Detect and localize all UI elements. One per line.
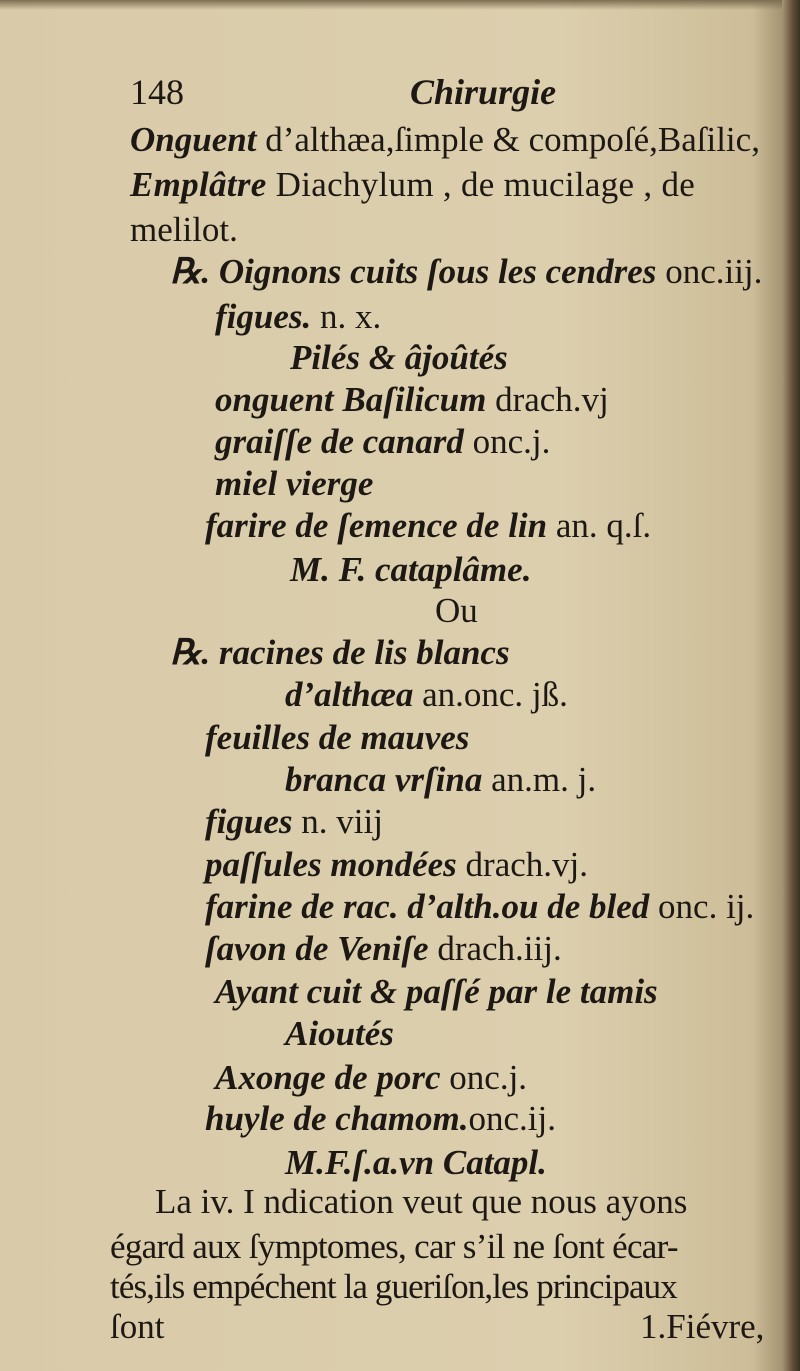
italic-text-run: Onguent [130,120,257,159]
italic-text-run: ſavon de Veniſe [205,929,429,968]
roman-text-run: Ou [435,591,478,630]
roman-text-run: onc.j. [463,422,551,461]
italic-text-run: branca vrſina [285,760,483,799]
text-line [285,1143,547,1183]
italic-text-run: Emplâtre [130,165,267,204]
roman-text-run: melilot. [130,210,238,249]
text-line [130,120,760,160]
roman-text-run: drach.vj. [456,845,588,884]
running-title: Chirurgie [410,72,557,112]
roman-text-run: onc.ij. [468,1099,556,1138]
text-line [130,165,695,205]
roman-text-run: onc. ij. [649,887,755,926]
text-line [215,380,609,420]
page-top-edge [0,0,800,10]
italic-text-run: figues. [215,297,312,336]
italic-text-run: Aioutés [285,1014,394,1053]
roman-text-run: Diachylum , de mucilage , de [266,165,696,204]
text-line [205,929,562,969]
text-line [110,1267,677,1307]
roman-text-run: an.m. j. [482,760,597,799]
text-line [205,506,651,546]
text-line [110,1227,678,1267]
roman-text-run: onc.iij. [656,252,763,291]
text-line [215,972,658,1012]
text-line [215,297,381,337]
italic-text-run: M. F. cataplâme. [290,550,532,589]
text-line [285,1014,394,1054]
text-line [205,887,754,927]
italic-text-run: M.F.ſ.a.vn Catapl. [285,1143,547,1182]
roman-text-run: an. q.ſ. [547,506,652,545]
text-line [155,1182,687,1222]
italic-text-run: paſſules mondées [205,845,457,884]
italic-text-run: d’althæa [285,675,414,714]
text-line [205,1099,556,1139]
roman-text-run: n. x. [311,297,382,336]
italic-text-run: onguent Baſilicum [215,380,487,419]
page-number: 148 [130,72,184,112]
roman-text-run: drach.vj [486,380,609,419]
text-line [285,760,596,800]
roman-text-run: an.onc. jß. [413,675,568,714]
text-line [205,802,383,842]
roman-text-run: ſont [110,1307,165,1346]
text-line [215,422,550,462]
catchword: 1.Fiévre, [640,1307,765,1346]
text-line [130,210,238,250]
text-line [290,550,531,590]
text-line [170,633,510,673]
roman-text-run: d’althæa,ſimple & compoſé,Baſilic, [256,120,760,159]
roman-text-run: tés,ils empéchent la gueriſon,les principaux [110,1267,677,1306]
roman-text-run: drach.iij. [428,929,562,968]
italic-text-run: Pilés & âjoûtés [290,338,508,377]
italic-text-run: Axonge de porc [215,1058,441,1097]
text-line [290,338,508,378]
italic-text-run: farire de ſemence de lin [205,506,548,545]
italic-text-run: huyle de chamom. [205,1099,469,1138]
roman-text-run: La iv. I ndication veut que nous ayons [155,1182,688,1221]
text-line [215,1058,527,1098]
italic-text-run: ℞. Oignons cuits ſous les cendres [170,252,657,291]
text-line [170,252,762,292]
text-line [205,718,469,758]
text-line [110,1307,164,1347]
text-line [285,675,568,715]
italic-text-run: figues [205,802,293,841]
roman-text-run: égard aux ſymptomes, car s’il ne ſont écar- [110,1227,678,1266]
italic-text-run: graiſſe de canard [215,422,464,461]
italic-text-run: miel vierge [215,464,374,503]
text-line [435,591,478,631]
roman-text-run: n. viij [292,802,383,841]
italic-text-run: Ayant cuit & paſſé par le tamis [215,972,658,1011]
roman-text-run: onc.j. [440,1058,528,1097]
page-gutter-shadow [782,0,800,1371]
text-line [205,845,588,885]
italic-text-run: feuilles de mauves [205,718,470,757]
italic-text-run: ℞. racines de lis blancs [170,633,510,672]
text-line [215,464,373,504]
italic-text-run: farine de rac. d’alth.ou de bled [205,887,650,926]
